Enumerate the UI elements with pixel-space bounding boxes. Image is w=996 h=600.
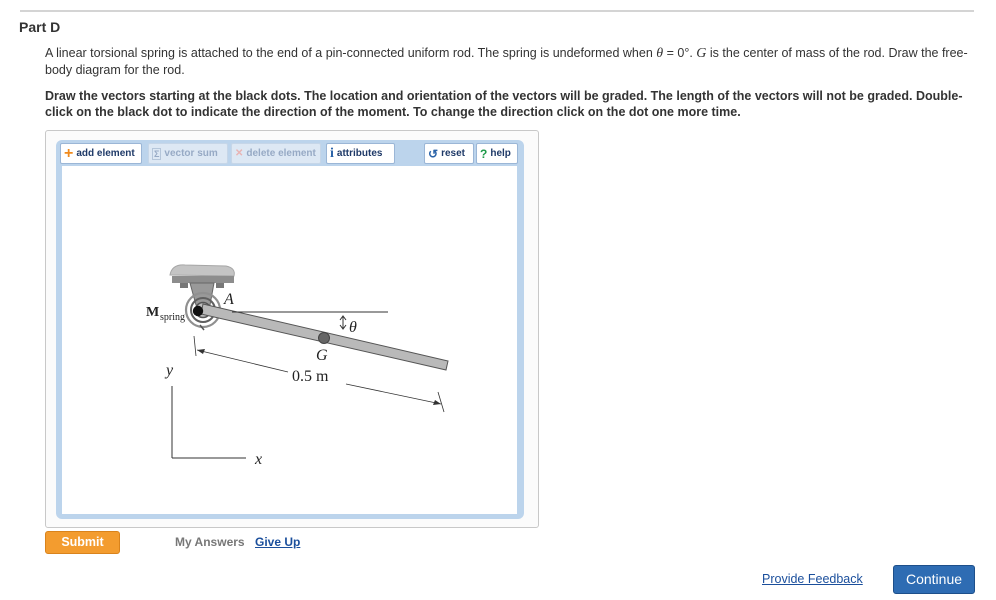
delete-element-label: delete element — [246, 148, 316, 159]
sigma-icon: Σ — [154, 148, 160, 159]
theta-label: θ — [349, 319, 357, 336]
my-answers-label: My Answers — [175, 535, 245, 549]
black-dot-pin[interactable] — [193, 306, 203, 316]
mounting-plate — [172, 276, 234, 283]
dim-arrow-left — [197, 349, 205, 354]
theta-symbol: θ — [656, 46, 664, 61]
help-icon: ? — [480, 146, 488, 161]
reset-label: reset — [441, 148, 465, 159]
bolt-right — [216, 283, 224, 288]
dim-arrow-right — [433, 400, 441, 405]
add-element-label: add element — [76, 148, 135, 159]
dim-line-left — [197, 350, 288, 372]
give-up-link[interactable]: Give Up — [255, 535, 301, 549]
dim-extension-left — [194, 336, 196, 356]
dim-extension-right — [438, 392, 444, 412]
submit-button[interactable]: Submit — [45, 531, 120, 554]
length-label: 0.5 m — [292, 368, 329, 385]
m-label: M — [146, 305, 160, 320]
x-axis-label: x — [255, 451, 263, 468]
point-a-label: A — [224, 291, 234, 308]
dim-line-right — [346, 384, 441, 404]
desc-text-2: = 0°. — [663, 46, 697, 60]
g-label: G — [316, 347, 328, 364]
plus-icon: + — [64, 144, 74, 162]
provide-feedback-link[interactable]: Provide Feedback — [762, 572, 863, 586]
vector-sum-label: vector sum — [164, 148, 218, 159]
reset-icon: ↺ — [428, 146, 439, 161]
desc-text-3: is the center of mass of the rod. Draw the free-body diagram for the rod. — [45, 46, 968, 77]
m-subscript: spring — [160, 312, 185, 323]
center-of-mass-dot — [319, 333, 330, 344]
delete-icon: ✕ — [235, 148, 244, 159]
help-label: help — [490, 148, 511, 159]
instructions: Draw the vectors starting at the black dots. The location and orientation of the vectors will be graded. The length of the vectors will not be graded. Double-click on the black dot to indicate the direction of the moment. To change the direction click on the dot one more time. — [45, 89, 963, 119]
info-icon: i — [330, 145, 334, 161]
ceiling-support — [170, 265, 234, 276]
y-axis-label: y — [166, 362, 174, 379]
g-symbol: G — [696, 46, 707, 61]
desc-text-1: A linear torsional spring is attached to the end of a pin-connected uniform rod. The spring is undeformed when — [45, 46, 657, 60]
attributes-label: attributes — [336, 148, 383, 159]
continue-button[interactable]: Continue — [893, 565, 975, 594]
part-title: Part D — [19, 19, 61, 35]
bolt-left — [180, 283, 188, 288]
